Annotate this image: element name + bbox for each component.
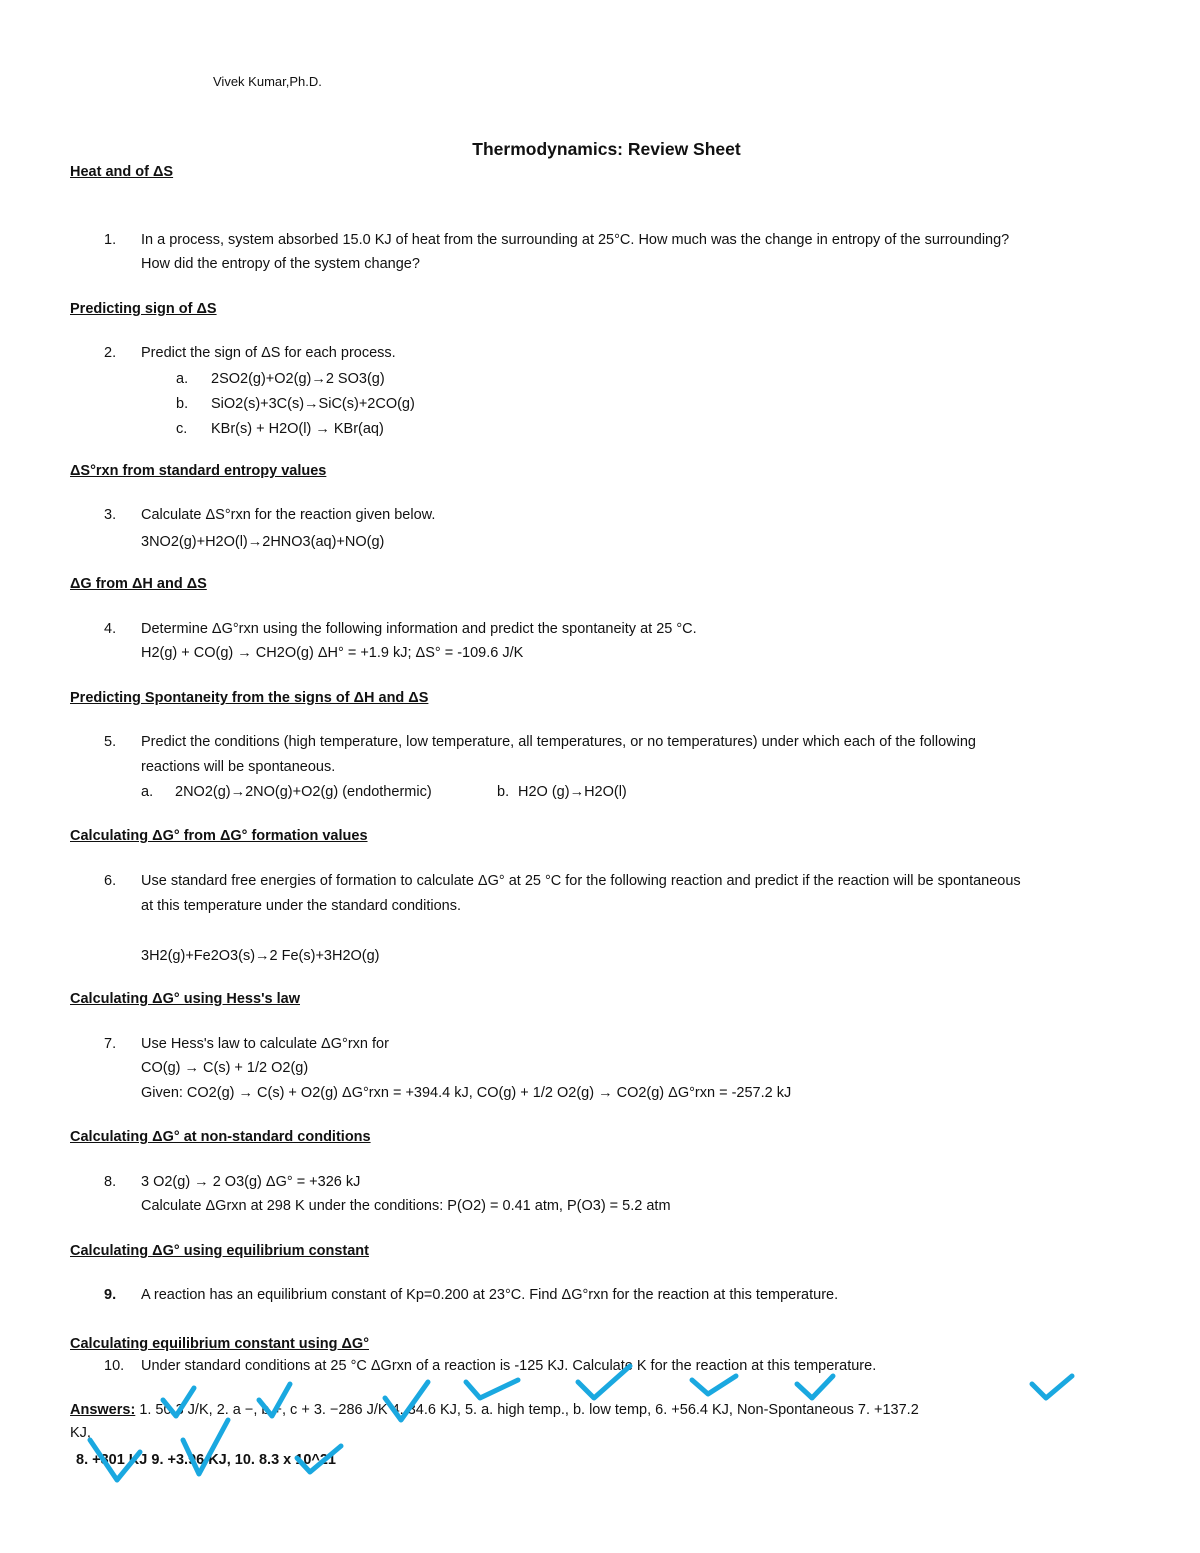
section-heading-heat: Heat and of ΔS xyxy=(70,164,174,180)
question-6-equation: 3H2(g)+Fe2O3(s)→2 Fe(s)+3H2O(g) xyxy=(141,948,380,964)
answers-line1 xyxy=(70,1402,919,1418)
question-3-text: Calculate ΔS°rxn for the reaction given below. xyxy=(141,507,436,523)
question-7-given: Given: CO2(g) → C(s) + O2(g) ΔG°rxn = +394.4 kJ, CO(g) + 1/2 O2(g) → CO2(g) ΔG°rxn = -257.2 kJ xyxy=(141,1085,792,1101)
question-number: 7. xyxy=(104,1036,117,1052)
section-heading-eq-constant: Calculating ΔG° using equilibrium constant xyxy=(70,1243,369,1259)
section-heading-ds-rxn: ΔS°rxn from standard entropy values xyxy=(70,463,327,479)
question-number: 9. xyxy=(104,1287,117,1303)
section-heading-sign-ds: Predicting sign of ΔS xyxy=(70,301,217,317)
question-number: 8. xyxy=(104,1174,117,1190)
question-3-equation: 3NO2(g)+H2O(l)→2HNO3(aq)+NO(g) xyxy=(141,534,385,550)
sub-label: a. xyxy=(176,371,189,387)
question-9-text: A reaction has an equilibrium constant of Kp=0.200 at 23°C. Find ΔG°rxn for the reaction at this temperature. xyxy=(141,1287,839,1303)
question-7-equation: CO(g) → C(s) + 1/2 O2(g) xyxy=(141,1060,309,1076)
sub-label: b. xyxy=(176,396,189,412)
question-number: 4. xyxy=(104,621,117,637)
question-4-text: Determine ΔG°rxn using the following information and predict the spontaneity at 25 °C. xyxy=(141,621,697,637)
section-heading-k-from-dg: Calculating equilibrium constant using ΔG° xyxy=(70,1336,369,1352)
section-heading-dg-dh-ds: ΔG from ΔH and ΔS xyxy=(70,576,207,592)
question-number: 10. xyxy=(104,1358,125,1374)
question-4-equation: H2(g) + CO(g) → CH2O(g) ΔH° = +1.9 kJ; ΔS° = -109.6 J/K xyxy=(141,645,524,661)
question-1-line2: How did the entropy of the system change? xyxy=(141,256,420,272)
question-2a-equation: 2SO2(g)+O2(g)→2 SO3(g) xyxy=(211,371,385,387)
question-6-line1: Use standard free energies of formation to calculate ΔG° at 25 °C for the following reaction and predict if the reaction will be spontaneous xyxy=(141,873,1021,889)
question-2c-equation: KBr(s) + H2O(l) → KBr(aq) xyxy=(211,421,384,437)
question-7-text: Use Hess's law to calculate ΔG°rxn for xyxy=(141,1036,389,1052)
question-8-equation: 3 O2(g) → 2 O3(g) ΔG° = +326 kJ xyxy=(141,1174,361,1190)
question-2b-equation: SiO2(s)+3C(s)→SiC(s)+2CO(g) xyxy=(211,396,415,412)
sub-label: a. xyxy=(141,784,154,800)
checkmark-icon xyxy=(1032,1376,1072,1398)
question-8-text: Calculate ΔGrxn at 298 K under the conditions: P(O2) = 0.41 atm, P(O3) = 5.2 atm xyxy=(141,1198,671,1214)
section-heading-spontaneity: Predicting Spontaneity from the signs of ΔH and ΔS xyxy=(70,690,429,706)
question-number: 3. xyxy=(104,507,117,523)
checkmark-icon xyxy=(692,1376,736,1394)
section-heading-hess: Calculating ΔG° using Hess's law xyxy=(70,991,300,1007)
question-5-line2: reactions will be spontaneous. xyxy=(141,759,336,775)
question-2-text: Predict the sign of ΔS for each process. xyxy=(141,345,396,361)
answers-label: Answers: xyxy=(70,1402,136,1418)
author-name: Vivek Kumar,Ph.D. xyxy=(213,74,322,89)
question-10-text: Under standard conditions at 25 °C ΔGrxn of a reaction is -125 KJ. Calculate K for the reaction at this temperature. xyxy=(141,1358,877,1374)
question-number: 1. xyxy=(104,232,117,248)
question-5a-equation: 2NO2(g)→2NO(g)+O2(g) (endothermic) xyxy=(175,784,432,800)
checkmark-icon xyxy=(466,1380,518,1398)
question-number: 5. xyxy=(104,734,117,750)
question-1-line1: In a process, system absorbed 15.0 KJ of heat from the surrounding at 25°C. How much was the change in entropy of the surrounding? xyxy=(141,232,1010,248)
question-number: 2. xyxy=(104,345,117,361)
section-heading-nonstandard: Calculating ΔG° at non-standard conditions xyxy=(70,1129,371,1145)
section-heading-dg-formation: Calculating ΔG° from ΔG° formation values xyxy=(70,828,368,844)
answers-line2: KJ, xyxy=(70,1425,91,1441)
sub-label: b. xyxy=(497,784,510,800)
question-6-line2: at this temperature under the standard conditions. xyxy=(141,898,461,914)
question-number: 6. xyxy=(104,873,117,889)
question-5b-equation: H2O (g)→H2O(l) xyxy=(518,784,627,800)
checkmark-icon xyxy=(797,1376,833,1398)
answers-text-1: 1. 50.3 J/K, 2. a −, b +, c + 3. −286 J/K 4. 34.6 KJ, 5. a. high temp., b. low temp, 6. +56.4 KJ, Non-Spontaneous 7. +137.2 xyxy=(139,1402,919,1418)
answers-line3: 8. +301 KJ 9. +3.96 KJ, 10. 8.3 x 10^21 xyxy=(76,1452,336,1468)
sub-label: c. xyxy=(176,421,188,437)
question-5-line1: Predict the conditions (high temperature, low temperature, all temperatures, or no temperatures) under which each of the following xyxy=(141,734,976,750)
page-title: Thermodynamics: Review Sheet xyxy=(472,139,741,159)
